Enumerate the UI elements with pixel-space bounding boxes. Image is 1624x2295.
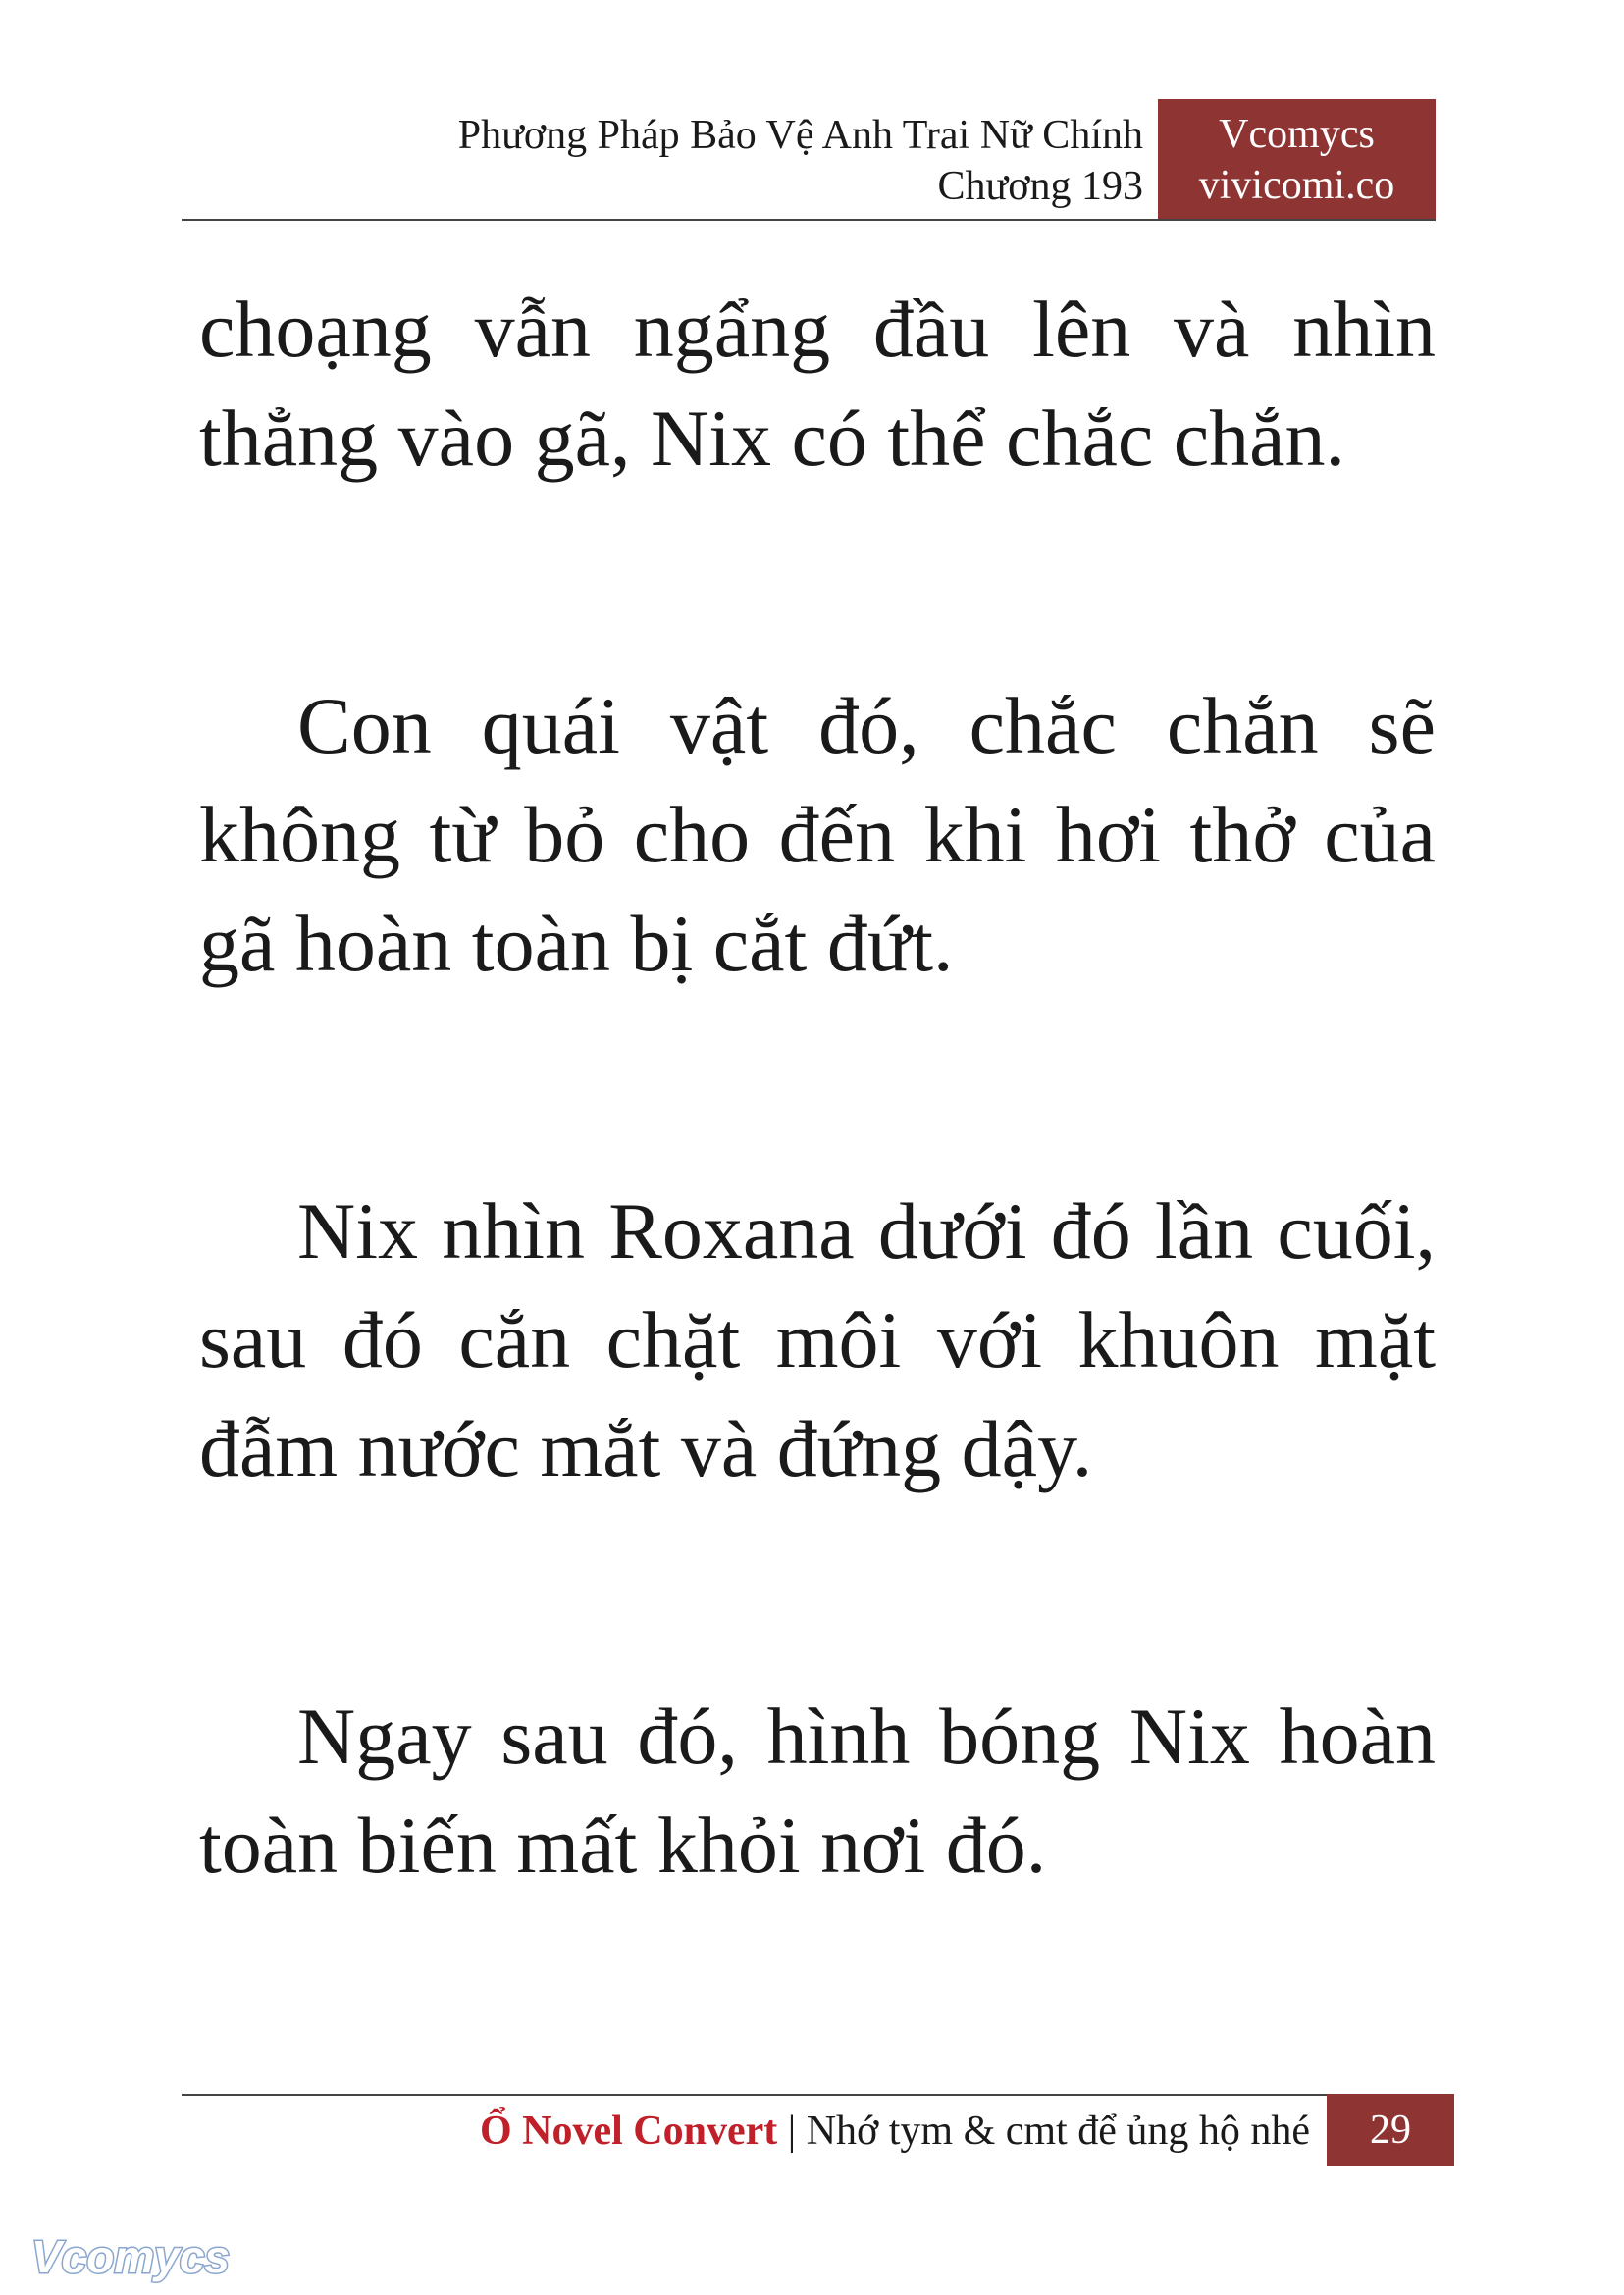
paragraph-4: Ngay sau đó, hình bóng Nix hoàn toàn biến mất khỏi nơi đó. bbox=[199, 1692, 1436, 1890]
paragraph-2: Con quái vật đó, chắc chắn sẽ không từ bỏ cho đến khi hơi thở của gã hoàn toàn bị cắt đứt. bbox=[199, 681, 1436, 988]
running-header bbox=[458, 110, 1143, 212]
footer-message: Nhớ tym & cmt để ủng hộ nhé bbox=[806, 2109, 1310, 2154]
page-body bbox=[199, 275, 1436, 1900]
svg-text:Vcomycs: Vcomycs bbox=[31, 2231, 231, 2282]
watermark-logo bbox=[27, 2227, 253, 2291]
site-badge bbox=[1158, 99, 1436, 220]
book-title: Phương Pháp Bảo Vệ Anh Trai Nữ Chính bbox=[457, 113, 1143, 158]
footer-divider bbox=[182, 2094, 1339, 2096]
site-name: Vcomycs bbox=[1219, 112, 1375, 157]
watermark-logo-graphic bbox=[27, 2227, 253, 2286]
footer bbox=[480, 2102, 1310, 2161]
site-url: vivicomi.co bbox=[1198, 163, 1395, 208]
header-divider bbox=[182, 219, 1436, 221]
paragraph-3: Nix nhìn Roxana dưới đó lần cuối, sau đó cắn chặt môi với khuôn mặt đẫm nước mắt và đứng dậy. bbox=[199, 1186, 1436, 1493]
chapter-label: Chương 193 bbox=[937, 164, 1143, 209]
footer-brand: Ổ Novel Convert bbox=[479, 2109, 778, 2154]
page-number: 29 bbox=[1327, 2094, 1454, 2166]
paragraph-1: choạng vẫn ngẩng đầu lên và nhìn thẳng vào gã, Nix có thể chắc chắn. bbox=[199, 285, 1436, 483]
footer-separator: | bbox=[777, 2109, 807, 2154]
